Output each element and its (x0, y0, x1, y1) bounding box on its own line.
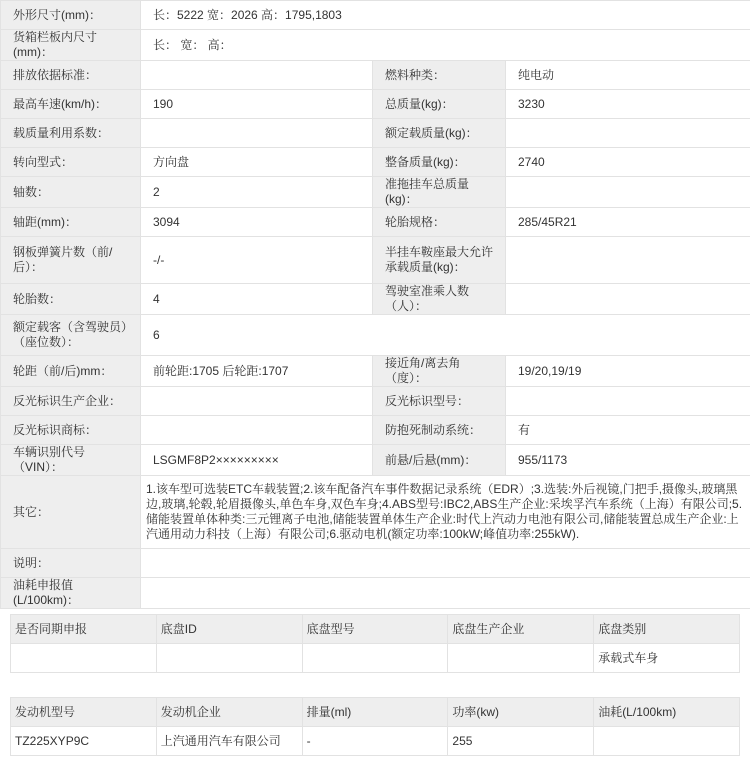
spec-row (1, 177, 750, 208)
track-label: 轮距（前/后)mm： (1, 356, 141, 387)
engine-consumption-value (594, 727, 740, 756)
spec-row (1, 476, 750, 549)
abs-value: 有 (506, 416, 750, 445)
angle-label: 接近角/离去角（度）： (373, 356, 506, 387)
fuel-consumption-value (141, 578, 750, 609)
tire-count-value: 4 (141, 284, 373, 315)
emission-label: 排放依据标准： (1, 61, 141, 90)
table-header-row (11, 615, 740, 644)
tire-spec-value: 285/45R21 (506, 208, 750, 237)
fuel-type-value: 纯电动 (506, 61, 750, 90)
wheelbase-value: 3094 (141, 208, 373, 237)
seats-value: 6 (141, 315, 750, 356)
spec-row (1, 315, 750, 356)
spec-row (1, 578, 750, 609)
reflector-model-label: 反光标识型号： (373, 387, 506, 416)
emission-value (141, 61, 373, 90)
semi-trailer-label: 半挂车鞍座最大允许承载质量(kg)： (373, 237, 506, 284)
spec-row (1, 90, 750, 119)
spec-row (1, 119, 750, 148)
vin-value: LSGMF8P2××××××××× (141, 445, 373, 476)
chassis-header-id: 底盘ID (156, 615, 302, 644)
vin-label: 车辆识别代号（VIN）： (1, 445, 141, 476)
note-label: 说明： (1, 549, 141, 578)
tire-spec-label: 轮胎规格： (373, 208, 506, 237)
angle-value: 19/20,19/19 (506, 356, 750, 387)
spec-row (1, 284, 750, 315)
reflector-company-label: 反光标识生产企业： (1, 387, 141, 416)
reflector-company-value (141, 387, 373, 416)
max-speed-label: 最高车速(km/h)： (1, 90, 141, 119)
curb-mass-label: 整备质量(kg)： (373, 148, 506, 177)
engine-header-consumption: 油耗(L/100km) (594, 698, 740, 727)
note-value (141, 549, 750, 578)
steering-value: 方向盘 (141, 148, 373, 177)
overhang-value: 955/1173 (506, 445, 750, 476)
engine-header-company: 发动机企业 (156, 698, 302, 727)
cab-capacity-value (506, 284, 750, 315)
springs-label: 钢板弹簧片数（前/后）： (1, 237, 141, 284)
reflector-brand-label: 反光标识商标： (1, 416, 141, 445)
cargo-value: 长： 宽： 高： (141, 30, 750, 61)
engine-model-value: TZ225XYP9C (11, 727, 157, 756)
table-row (11, 644, 740, 673)
table-row (11, 727, 740, 756)
tire-count-label: 轮胎数： (1, 284, 141, 315)
chassis-type-value: 承载式车身 (594, 644, 740, 673)
springs-value: -/- (141, 237, 373, 284)
chassis-header-company: 底盘生产企业 (448, 615, 594, 644)
rated-load-label: 额定载质量(kg)： (373, 119, 506, 148)
axles-label: 轴数： (1, 177, 141, 208)
trailer-mass-label: 准拖挂车总质量(kg)： (373, 177, 506, 208)
abs-label: 防抱死制动系统： (373, 416, 506, 445)
overhang-label: 前悬/后悬(mm)： (373, 445, 506, 476)
track-value: 前轮距:1705 后轮距:1707 (141, 356, 373, 387)
spec-row (1, 208, 750, 237)
steering-label: 转向型式： (1, 148, 141, 177)
cab-capacity-label: 驾驶室准乘人数（人）： (373, 284, 506, 315)
load-util-label: 载质量利用系数： (1, 119, 141, 148)
chassis-header-type: 底盘类别 (594, 615, 740, 644)
trailer-mass-value (506, 177, 750, 208)
rated-load-value (506, 119, 750, 148)
engine-company-value: 上汽通用汽车有限公司 (156, 727, 302, 756)
fuel-consumption-label: 油耗申报值(L/100km)： (1, 578, 141, 609)
spec-row (1, 30, 750, 61)
chassis-id-value (156, 644, 302, 673)
spec-row (1, 148, 750, 177)
spec-row (1, 61, 750, 90)
chassis-sync-value (11, 644, 157, 673)
spec-row (1, 356, 750, 387)
spec-row (1, 549, 750, 578)
wheelbase-label: 轴距(mm)： (1, 208, 141, 237)
reflector-brand-value (141, 416, 373, 445)
engine-displacement-value: - (302, 727, 448, 756)
gross-mass-label: 总质量(kg)： (373, 90, 506, 119)
chassis-header-sync: 是否同期申报 (11, 615, 157, 644)
other-value: 1.该车型可选装ETC车载装置;2.该车配备汽车事件数据记录系统（EDR）;3.选装:外后视镜,门把手,摄像头,玻璃黑边,玻璃,轮毂,轮眉摄像头,单色车身,双色车身;4.ABS型号:IBC2,ABS生产企业:采埃孚汽车系统（上海）有限公司;5.储能装置单体种类:三元锂离子电池,储能装置单体生产企业:时代上汽动力电池有限公司,储能装置总成生产企业:上汽通用动力科技（上海）有限公司;6.驱动电机(额定功率:100kW;峰值功率:255kW). (141, 476, 750, 549)
curb-mass-value: 2740 (506, 148, 750, 177)
spec-row (1, 237, 750, 284)
spec-row (1, 1, 750, 30)
engine-header-model: 发动机型号 (11, 698, 157, 727)
spec-row (1, 416, 750, 445)
max-speed-value: 190 (141, 90, 373, 119)
engine-power-value: 255 (448, 727, 594, 756)
chassis-model-value (302, 644, 448, 673)
engine-header-power: 功率(kw) (448, 698, 594, 727)
semi-trailer-value (506, 237, 750, 284)
chassis-company-value (448, 644, 594, 673)
engine-table (10, 697, 740, 756)
spec-row (1, 445, 750, 476)
spec-row (1, 387, 750, 416)
table-header-row (11, 698, 740, 727)
chassis-table (10, 614, 740, 673)
seats-label: 额定载客（含驾驶员）（座位数）： (1, 315, 141, 356)
dims-label: 外形尺寸(mm)： (1, 1, 141, 30)
gross-mass-value: 3230 (506, 90, 750, 119)
fuel-type-label: 燃料种类： (373, 61, 506, 90)
reflector-model-value (506, 387, 750, 416)
other-label: 其它： (1, 476, 141, 549)
engine-header-displacement: 排量(ml) (302, 698, 448, 727)
cargo-label: 货箱栏板内尺寸(mm)： (1, 30, 141, 61)
load-util-value (141, 119, 373, 148)
chassis-header-model: 底盘型号 (302, 615, 448, 644)
dims-value: 长：5222 宽：2026 高：1795,1803 (141, 1, 750, 30)
axles-value: 2 (141, 177, 373, 208)
